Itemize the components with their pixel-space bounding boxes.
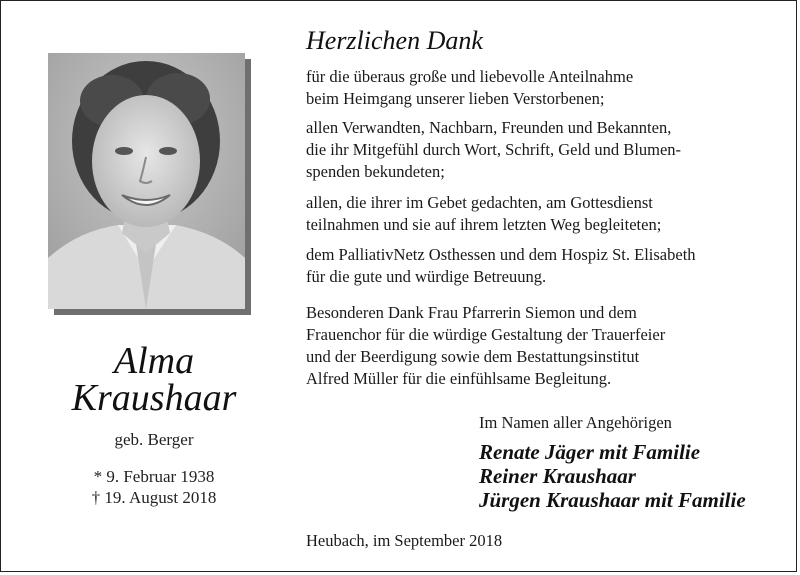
signer: Reiner Kraushaar [479,464,636,488]
paragraph-line: allen Verwandten, Nachbarn, Freunden und Bekannten, [306,118,672,137]
paragraph-line: Frauenchor für die würdige Gestaltung der Trauerfeier [306,325,666,344]
thanks-paragraph-4 [306,244,786,288]
paragraph-line: für die gute und würdige Betreuung. [306,267,547,286]
portrait-image [48,53,245,309]
paragraph-line: teilnahmen und sie auf ihrem letzten Weg begleiteten; [306,215,662,234]
portrait-photo [48,53,251,315]
death-date: † 19. August 2018 [91,488,217,507]
place-date: Heubach, im September 2018 [306,531,503,550]
thanks-paragraph-2 [306,117,786,183]
paragraph-line: für die überaus große und liebevolle Anteilnahme [306,67,634,86]
notice-heading: Herzlichen Dank [306,26,483,55]
paragraph-line: und der Beerdigung sowie dem Bestattungsinstitut [306,347,640,366]
signers-list [479,440,746,512]
thanks-paragraph-1 [306,66,786,110]
signer: Renate Jäger mit Familie [479,440,701,464]
signer: Jürgen Kraushaar mit Familie [479,488,746,512]
deceased-last-name: Kraushaar [71,377,237,419]
paragraph-line: Alfred Müller für die einfühlsame Begleitung. [306,369,612,388]
birth-name: geb. Berger [114,430,194,449]
life-dates [40,466,268,508]
behalf-line: Im Namen aller Angehörigen [479,413,672,432]
paragraph-line: allen, die ihrer im Gebet gedachten, am Gottesdienst [306,193,653,212]
paragraph-line: beim Heimgang unserer lieben Verstorbenen; [306,89,605,108]
paragraph-line: spenden bekundeten; [306,162,445,181]
deceased-first-name: Alma [113,340,195,382]
thanks-paragraph-3 [306,192,786,236]
paragraph-line: die ihr Mitgefühl durch Wort, Schrift, Geld und Blumen- [306,140,682,159]
paragraph-line: dem PalliativNetz Osthessen und dem Hospiz St. Elisabeth [306,245,696,264]
thanks-paragraph-5 [306,302,786,390]
birth-date: * 9. Februar 1938 [93,467,215,486]
paragraph-line: Besonderen Dank Frau Pfarrerin Siemon und dem [306,303,637,322]
